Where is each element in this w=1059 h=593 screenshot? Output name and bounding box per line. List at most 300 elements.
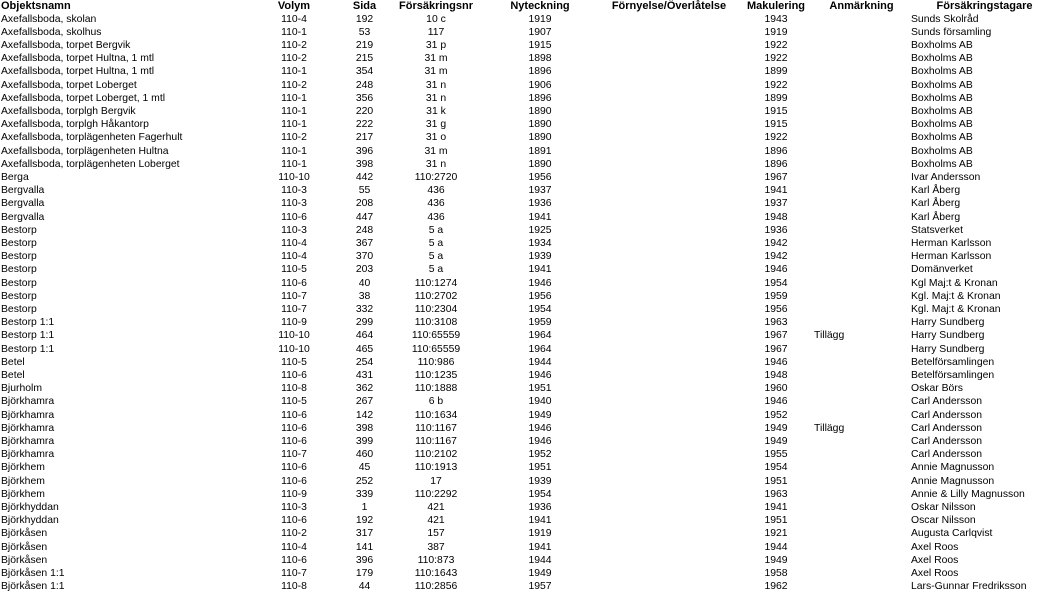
cell-forsakringstagare: Boxholms AB (911, 132, 973, 144)
cell-sida: 38 (358, 290, 371, 302)
table-row (0, 145, 1059, 158)
cell-forsakringstagare: Herman Karlsson (911, 237, 992, 249)
cell-forsakringsnr: 31 n (425, 92, 447, 104)
cell-forsakringstagare: Carl Andersson (911, 449, 983, 461)
cell-makulering: 1951 (764, 515, 788, 527)
table-row (0, 461, 1059, 474)
cell-forsakringstagare: Carl Andersson (911, 409, 983, 421)
cell-fornyelse (599, 263, 739, 276)
cell-sida: 219 (355, 39, 374, 51)
cell-forsakringsnr: 31 g (425, 119, 447, 131)
table-row (0, 237, 1059, 250)
cell-sida: 267 (355, 396, 374, 408)
cell-anmarkning (813, 105, 910, 118)
cell-nyteckning: 1951 (528, 383, 552, 395)
column-header-sida: Sida (352, 0, 377, 12)
cell-sida: 398 (355, 158, 374, 170)
cell-sida: 192 (355, 515, 374, 527)
cell-nyteckning: 1941 (528, 264, 552, 276)
cell-makulering: 1952 (764, 409, 788, 421)
cell-fornyelse (599, 488, 739, 501)
cell-forsakringsnr: 421 (427, 515, 445, 527)
cell-nyteckning: 1936 (528, 198, 552, 210)
cell-forsakringstagare: Herman Karlsson (911, 251, 992, 263)
cell-nyteckning: 1944 (528, 356, 552, 368)
cell-forsakringsnr: 436 (427, 211, 445, 223)
cell-objektsnamn: Björkhem (1, 475, 45, 487)
cell-fornyelse (599, 567, 739, 580)
cell-nyteckning: 1949 (528, 409, 552, 421)
table-row (0, 39, 1059, 52)
cell-forsakringsnr: 110:1167 (415, 422, 457, 434)
cell-makulering: 1915 (764, 119, 788, 131)
cell-fornyelse (599, 395, 739, 408)
cell-fornyelse (599, 316, 739, 329)
cell-nyteckning: 1890 (528, 105, 552, 117)
cell-volym: 110-10 (278, 343, 310, 355)
table-row (0, 514, 1059, 527)
table-row (0, 316, 1059, 329)
cell-fornyelse (599, 501, 739, 514)
cell-objektsnamn: Axefallsboda, torpet Hultna, 1 mtl (1, 66, 155, 78)
cell-volym: 110-7 (281, 290, 307, 302)
cell-nyteckning: 1946 (528, 422, 552, 434)
cell-makulering: 1960 (764, 383, 788, 395)
cell-forsakringstagare: Axel Roos (911, 568, 959, 580)
cell-volym: 110-7 (281, 303, 307, 315)
cell-volym: 110-3 (281, 198, 307, 210)
cell-anmarkning (813, 52, 910, 65)
cell-makulering: 1944 (764, 541, 788, 553)
cell-forsakringstagare: Carl Andersson (911, 422, 983, 434)
column-header-forsakringsnr: Försäkringsnr (399, 0, 473, 12)
cell-fornyelse (599, 65, 739, 78)
cell-anmarkning (813, 26, 910, 39)
cell-fornyelse (599, 541, 739, 554)
cell-fornyelse (599, 211, 739, 224)
cell-objektsnamn: Björkhamra (1, 409, 55, 421)
cell-sida: 356 (355, 92, 374, 104)
table-row (0, 475, 1059, 488)
cell-sida: 40 (358, 277, 371, 289)
cell-forsakringstagare: Boxholms AB (911, 158, 973, 170)
cell-forsakringstagare: Boxholms AB (911, 53, 973, 65)
cell-nyteckning: 1896 (528, 66, 552, 78)
cell-nyteckning: 1946 (528, 369, 552, 381)
cell-anmarkning (813, 237, 910, 250)
cell-objektsnamn: Björkhem (1, 462, 45, 474)
cell-makulering: 1899 (764, 66, 788, 78)
table-row (0, 211, 1059, 224)
cell-anmarkning (813, 382, 910, 395)
cell-sida: 339 (355, 488, 374, 500)
cell-volym: 110-2 (281, 53, 307, 65)
cell-objektsnamn: Bergvalla (1, 185, 45, 197)
cell-makulering: 1922 (764, 39, 788, 51)
cell-forsakringstagare: Kgl. Maj:t & Kronan (911, 290, 1001, 302)
cell-anmarkning (813, 554, 910, 567)
cell-makulering: 1954 (764, 462, 788, 474)
cell-objektsnamn: Bestorp (1, 224, 37, 236)
cell-forsakringstagare: Harry Sundberg (911, 317, 985, 329)
cell-fornyelse (599, 224, 739, 237)
cell-sida: 252 (355, 475, 374, 487)
cell-objektsnamn: Axefallsboda, torplägenheten Hultna (1, 145, 169, 157)
cell-nyteckning: 1890 (528, 132, 552, 144)
table-row (0, 369, 1059, 382)
cell-sida: 362 (355, 383, 374, 395)
cell-sida: 399 (355, 436, 374, 447)
cell-volym: 110-4 (281, 13, 307, 25)
cell-volym: 110-2 (281, 132, 307, 144)
cell-forsakringstagare: Axel Roos (911, 554, 959, 566)
cell-fornyelse (599, 158, 739, 171)
cell-anmarkning (813, 395, 910, 408)
cell-forsakringsnr: 110:1274 (414, 277, 458, 289)
cell-forsakringsnr: 31 n (425, 79, 447, 91)
cell-fornyelse (599, 13, 739, 26)
table-row (0, 79, 1059, 92)
cell-forsakringstagare: Kgl. Maj:t & Kronan (911, 303, 1001, 315)
cell-forsakringstagare: Annie Magnusson (911, 475, 995, 487)
cell-makulering: 1942 (764, 251, 788, 263)
cell-objektsnamn: Bergvalla (1, 198, 45, 210)
cell-fornyelse (599, 250, 739, 263)
cell-makulering: 1967 (764, 343, 788, 355)
cell-objektsnamn: Björkåsen (1, 541, 48, 553)
cell-forsakringstagare: Betelförsamlingen (911, 369, 995, 381)
cell-nyteckning: 1956 (528, 171, 552, 183)
cell-forsakringsnr: 31 m (424, 66, 448, 78)
column-header-anmarkning: Anmärkning (829, 0, 894, 12)
cell-forsakringstagare: Boxholms AB (911, 39, 973, 51)
cell-anmarkning (813, 39, 910, 52)
cell-volym: 110-6 (281, 211, 307, 223)
cell-forsakringsnr: 110:2702 (414, 290, 458, 302)
cell-volym: 110-5 (281, 396, 307, 408)
cell-volym: 110-1 (281, 119, 307, 131)
cell-objektsnamn: Björkhamra (1, 436, 55, 447)
table-row (0, 343, 1059, 356)
cell-volym: 110-5 (281, 356, 307, 368)
cell-forsakringstagare: Harry Sundberg (911, 343, 985, 355)
cell-makulering: 1959 (764, 290, 788, 302)
cell-volym: 110-6 (281, 409, 307, 421)
cell-fornyelse (599, 554, 739, 567)
cell-volym: 110-8 (281, 383, 307, 395)
cell-objektsnamn: Bestorp (1, 303, 37, 315)
cell-nyteckning: 1957 (528, 581, 552, 593)
cell-forsakringsnr: 421 (427, 502, 445, 514)
cell-volym: 110-4 (281, 251, 307, 263)
cell-anmarkning (813, 409, 910, 422)
cell-makulering: 1951 (764, 475, 788, 487)
column-header-fornyelse: Förnyelse/Överlåtelse (611, 0, 727, 12)
cell-sida: 465 (355, 343, 374, 355)
cell-fornyelse (599, 26, 739, 39)
cell-nyteckning: 1949 (528, 568, 552, 580)
cell-anmarkning (813, 316, 910, 329)
cell-volym: 110-6 (281, 475, 307, 487)
cell-objektsnamn: Axefallsboda, torpet Loberget, 1 mtl (1, 92, 166, 104)
cell-sida: 1 (361, 502, 368, 514)
cell-makulering: 1922 (764, 79, 788, 91)
cell-nyteckning: 1890 (528, 158, 552, 170)
cell-forsakringsnr: 31 p (425, 39, 447, 51)
cell-volym: 110-3 (281, 224, 307, 236)
table-row (0, 541, 1059, 554)
cell-fornyelse (599, 382, 739, 395)
table-row (0, 197, 1059, 210)
cell-forsakringsnr: 436 (427, 198, 445, 210)
cell-volym: 110-5 (281, 264, 307, 276)
cell-forsakringstagare: Boxholms AB (911, 92, 973, 104)
cell-anmarkning (813, 197, 910, 210)
table-row (0, 158, 1059, 171)
cell-objektsnamn: Björkåsen (1, 554, 48, 566)
cell-objektsnamn: Björkåsen 1:1 (1, 581, 65, 593)
cell-fornyelse (599, 461, 739, 474)
table-row (0, 250, 1059, 263)
cell-forsakringsnr: 110:1913 (414, 462, 458, 474)
cell-sida: 208 (355, 198, 374, 210)
table-row (0, 448, 1059, 461)
cell-objektsnamn: Bestorp 1:1 (1, 330, 55, 342)
cell-nyteckning: 1939 (528, 475, 552, 487)
cell-sida: 442 (355, 171, 374, 183)
table-row (0, 131, 1059, 144)
cell-forsakringsnr: 10 c (426, 13, 446, 25)
cell-objektsnamn: Björkhamra (1, 422, 55, 434)
cell-objektsnamn: Betel (1, 356, 25, 368)
cell-forsakringsnr: 110:1634 (414, 409, 458, 421)
cell-fornyelse (599, 197, 739, 210)
cell-objektsnamn: Björkhyddan (1, 502, 59, 514)
cell-makulering: 1896 (764, 145, 788, 157)
cell-forsakringsnr: 31 m (424, 145, 448, 157)
cell-nyteckning: 1934 (528, 237, 552, 249)
cell-forsakringstagare: Betelförsamlingen (911, 356, 995, 368)
table-row (0, 422, 1059, 435)
cell-makulering: 1942 (764, 237, 788, 249)
cell-fornyelse (599, 39, 739, 52)
cell-nyteckning: 1946 (528, 277, 552, 289)
column-header-nyteckning: Nyteckning (510, 0, 570, 12)
cell-anmarkning (813, 369, 910, 382)
cell-nyteckning: 1941 (528, 515, 552, 527)
cell-objektsnamn: Bestorp 1:1 (1, 343, 55, 355)
cell-nyteckning: 1941 (528, 211, 552, 223)
table-row (0, 263, 1059, 276)
cell-forsakringstagare: Lars-Gunnar Fredriksson (911, 581, 1027, 593)
cell-volym: 110-2 (281, 39, 307, 51)
cell-anmarkning (813, 131, 910, 144)
cell-makulering: 1949 (764, 422, 788, 434)
cell-anmarkning (813, 171, 910, 184)
cell-objektsnamn: Axefallsboda, skolan (1, 13, 97, 25)
cell-forsakringstagare: Carl Andersson (911, 396, 983, 408)
cell-nyteckning: 1891 (528, 145, 552, 157)
cell-fornyelse (599, 356, 739, 369)
cell-sida: 192 (355, 13, 374, 25)
cell-forsakringsnr: 5 a (428, 224, 444, 236)
cell-makulering: 1954 (764, 277, 788, 289)
cell-volym: 110-6 (281, 436, 307, 447)
cell-sida: 220 (355, 105, 374, 117)
cell-objektsnamn: Björkåsen (1, 528, 48, 540)
cell-sida: 141 (355, 541, 374, 553)
cell-forsakringsnr: 5 a (428, 237, 444, 249)
cell-fornyelse (599, 435, 739, 448)
cell-volym: 110-3 (281, 185, 307, 197)
cell-sida: 332 (355, 303, 374, 315)
cell-forsakringsnr: 157 (427, 528, 445, 540)
cell-objektsnamn: Björkåsen 1:1 (1, 568, 65, 580)
cell-nyteckning: 1890 (528, 119, 552, 131)
cell-anmarkning: Tillägg (814, 330, 845, 342)
cell-forsakringstagare: Oscar Nilsson (911, 515, 976, 527)
table-row (0, 65, 1059, 78)
cell-objektsnamn: Axefallsboda, torpet Hultna, 1 mtl (1, 53, 155, 65)
table-row (0, 382, 1059, 395)
cell-anmarkning: Tillägg (814, 422, 845, 434)
cell-makulering: 1941 (764, 502, 788, 514)
cell-fornyelse (599, 145, 739, 158)
table-row (0, 184, 1059, 197)
cell-anmarkning (813, 567, 910, 580)
cell-sida: 215 (355, 53, 374, 65)
cell-nyteckning: 1951 (528, 462, 552, 474)
table-row (0, 105, 1059, 118)
cell-forsakringsnr: 436 (427, 185, 445, 197)
cell-volym: 110-4 (281, 541, 307, 553)
cell-sida: 179 (355, 568, 374, 580)
cell-sida: 354 (355, 66, 374, 78)
cell-sida: 254 (355, 356, 374, 368)
cell-makulering: 1922 (764, 132, 788, 144)
cell-nyteckning: 1954 (528, 303, 552, 315)
cell-volym: 110-7 (281, 449, 307, 461)
table-row (0, 290, 1059, 303)
cell-sida: 53 (358, 26, 371, 38)
table-row (0, 488, 1059, 501)
cell-fornyelse (599, 131, 739, 144)
cell-objektsnamn: Axefallsboda, torpet Loberget (1, 79, 137, 91)
cell-forsakringsnr: 110:3108 (414, 317, 458, 329)
cell-forsakringsnr: 6 b (428, 396, 444, 408)
cell-forsakringsnr: 110:2720 (414, 171, 458, 183)
cell-anmarkning (813, 290, 910, 303)
cell-objektsnamn: Bestorp (1, 264, 37, 276)
cell-fornyelse (599, 343, 739, 356)
cell-nyteckning: 1919 (528, 13, 552, 25)
cell-forsakringstagare: Karl Åberg (911, 198, 961, 210)
cell-nyteckning: 1936 (528, 502, 552, 514)
cell-fornyelse (599, 514, 739, 527)
cell-objektsnamn: Bestorp (1, 251, 37, 263)
cell-fornyelse (599, 277, 739, 290)
cell-volym: 110-9 (281, 488, 307, 500)
cell-forsakringstagare: Oskar Nilsson (911, 502, 976, 514)
table-row (0, 52, 1059, 65)
cell-forsakringstagare: Ivar Andersson (911, 171, 981, 183)
cell-forsakringstagare: Carl Andersson (911, 436, 983, 447)
cell-anmarkning (813, 211, 910, 224)
cell-volym: 110-1 (281, 26, 307, 38)
cell-objektsnamn: Axefallsboda, torplgh Bergvik (1, 105, 136, 117)
cell-fornyelse (599, 527, 739, 540)
cell-volym: 110-1 (281, 105, 307, 117)
column-header-objektsnamn: Objektsnamn (1, 0, 71, 12)
cell-fornyelse (599, 52, 739, 65)
table-row (0, 171, 1059, 184)
cell-fornyelse (599, 79, 739, 92)
cell-makulering: 1948 (764, 211, 788, 223)
cell-forsakringstagare: Boxholms AB (911, 119, 973, 131)
cell-fornyelse (599, 290, 739, 303)
cell-forsakringstagare: Axel Roos (911, 541, 959, 553)
cell-volym: 110-2 (281, 79, 307, 91)
table-row (0, 92, 1059, 105)
cell-forsakringsnr: 110:1235 (414, 369, 458, 381)
cell-makulering: 1949 (764, 436, 788, 447)
cell-sida: 142 (355, 409, 374, 421)
column-header-forsakringstagare: Försäkringstagare (936, 0, 1033, 12)
cell-forsakringsnr: 110:986 (417, 356, 455, 368)
cell-forsakringstagare: Annie Magnusson (911, 462, 995, 474)
table-row (0, 277, 1059, 290)
cell-volym: 110-8 (281, 581, 307, 593)
cell-nyteckning: 1919 (528, 528, 552, 540)
cell-nyteckning: 1939 (528, 251, 552, 263)
cell-fornyelse (599, 92, 739, 105)
cell-makulering: 1915 (764, 105, 788, 117)
cell-forsakringsnr: 110:2292 (414, 488, 458, 500)
cell-anmarkning (813, 277, 910, 290)
cell-anmarkning (813, 527, 910, 540)
cell-makulering: 1949 (764, 554, 788, 566)
cell-objektsnamn: Betel (1, 369, 25, 381)
cell-nyteckning: 1954 (528, 488, 552, 500)
cell-fornyelse (599, 369, 739, 382)
cell-forsakringsnr: 110:1643 (414, 568, 458, 580)
column-header-makulering: Makulering (746, 0, 806, 12)
table-row (0, 554, 1059, 567)
cell-volym: 110-6 (281, 515, 307, 527)
cell-makulering: 1963 (764, 488, 788, 500)
cell-anmarkning (813, 184, 910, 197)
cell-makulering: 1922 (764, 53, 788, 65)
cell-sida: 317 (355, 528, 374, 540)
cell-volym: 110-1 (281, 66, 307, 78)
cell-fornyelse (599, 580, 739, 593)
cell-forsakringsnr: 110:1167 (415, 436, 457, 447)
cell-volym: 110-6 (281, 462, 307, 474)
cell-forsakringsnr: 110:873 (417, 554, 455, 566)
cell-nyteckning: 1952 (528, 449, 552, 461)
cell-sida: 299 (355, 317, 374, 329)
cell-makulering: 1943 (764, 13, 788, 25)
table-row (0, 26, 1059, 39)
cell-sida: 55 (358, 185, 371, 197)
cell-objektsnamn: Bestorp (1, 277, 37, 289)
cell-forsakringsnr: 5 a (428, 251, 444, 263)
cell-forsakringstagare: Karl Åberg (911, 185, 961, 197)
cell-makulering: 1948 (764, 369, 788, 381)
cell-objektsnamn: Björkhyddan (1, 515, 59, 527)
cell-sida: 431 (355, 369, 374, 381)
cell-anmarkning (813, 118, 910, 131)
